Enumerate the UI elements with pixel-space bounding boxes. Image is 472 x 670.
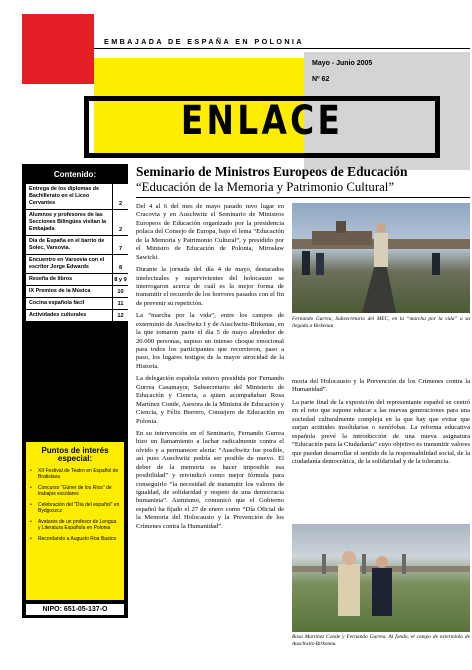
article-column-1 xyxy=(136,203,284,661)
list-item: • Recordando a Augusto Roa Bastos xyxy=(30,535,117,542)
issue-date: Mayo - Junio 2005 xyxy=(312,60,373,67)
bullet-icon: • xyxy=(30,518,32,525)
points-title: Puntos de interés especial: xyxy=(41,446,109,464)
paragraph: La parte final de la exposición del representante español se centró en el reto que supone educar a las nuevas generaciones para una sociedad culturalmente compleja en la que hay que evitar que surjan actitudes insolidarias o xenófobas. La reforma educativa española prevé la introducción de una nueva asignatura “Educación para la Ciudadanía” cuyo objetivo es transmitir valores que puedan desarrollar el sentido de la responsabilidad social, de la ciudadanía democrática, de la solidaridad y de la tolerancia. xyxy=(292,398,470,465)
paragraph: Durante la jornada del día 4 de mayo, destacados intelectuales y supervivientes del holocausto se interrogaron acerca de cuál es la mejor forma de transmitir el recuerdo de los horrores pasados con el fin de prevenir su repetición. xyxy=(136,266,284,307)
red-decor-block xyxy=(22,14,94,84)
paragraph: La delegación española estuvo presidida por Fernando Gurrea Casamayor, Subsecretario del Ministerio de Educación y Ciencia, a quien acompañaban Rosa Martínez Conde, Asesora de la Ministra de Educación y Ciencia, y Félix Herrero, Consejero de Educación en Polonia. xyxy=(136,375,284,425)
photo-1-caption: Fernando Gurrea, Subsecretario del MEC, en la “marcha por la vida” a su llegada a Birkenau xyxy=(292,316,470,329)
list-item: • Avatares de un profesor de Lengua y Literatura Española en Polonia xyxy=(30,518,117,532)
list-item: • XII Festival de Teatro en Español de Bratislava xyxy=(30,467,119,481)
photo-2-illustration xyxy=(292,524,470,632)
article-headline: Seminario de Ministros Europeos de Educación xyxy=(136,164,408,179)
points-of-interest-box xyxy=(26,442,124,600)
paragraph: En su intervención en el Seminario, Fernando Gurrea hizo un llamamiento a luchar radicalmente contra el olvido y a permanecer alerta: “Auschwitz fue posible, así pues Auschwitz podría ser posible de nuevo. El deber de la memoria es hacer imposible esa posibilidad” y reivindicó como mejor fórmula para conseguirlo “la necesidad de transmitir los valores de igualdad, de solidaridad y respeto de una democracia humanista”. Asimismo, comunicó que el Gobierno español ha fijado el 27 de enero como “Día Oficial de la Memoria del Holocausto y la Prevención de los Crímenes contra la Humanidad”. xyxy=(136,429,284,530)
toc-item[interactable]: Día de España en el barrio de Solec, Varsovia. 7 xyxy=(26,236,128,255)
nipo-code: NIPO: 651-05-137-O xyxy=(26,604,124,615)
list-item: • Celebración del "Día del español" en Bydgoszcz xyxy=(30,501,120,515)
bullet-icon: • xyxy=(30,467,32,474)
headline-rule xyxy=(136,197,470,198)
top-rule xyxy=(94,48,470,49)
bullet-icon: • xyxy=(30,535,32,542)
photo-1-illustration xyxy=(292,203,470,313)
masthead-title: ENLACE xyxy=(180,98,344,144)
list-item: • Concurso "Güner de los Ríos" de trabajos escolares xyxy=(30,484,112,498)
embassy-name: EMBAJADA DE ESPAÑA EN POLONIA xyxy=(104,37,304,46)
toc-item[interactable]: Encuentro en Varsovia con el escritor Jorge Edwards 8 xyxy=(26,255,128,274)
bullet-icon: • xyxy=(30,501,32,508)
issue-number: Nº 62 xyxy=(312,76,330,83)
toc-item[interactable]: Reseña de libros 8 y 9 xyxy=(26,274,128,286)
points-list xyxy=(30,468,120,543)
contents-title: Contenido: xyxy=(53,170,97,179)
bullet-icon: • xyxy=(30,484,32,491)
table-of-contents xyxy=(26,184,128,322)
toc-item[interactable]: Alumnos y profesores de las Secciones Bilingües visitan la Embajada 2 xyxy=(26,210,128,236)
toc-item[interactable]: Cocina española fácil 11 xyxy=(26,298,128,310)
article-subhead: “Educación de la Memoria y Patrimonio Cultural” xyxy=(136,180,394,194)
paragraph: moria del Holocausto y la Prevención de los Crímenes contra la Humanidad”. xyxy=(292,378,470,394)
toc-item[interactable]: IX Premios de la Música 10 xyxy=(26,286,128,298)
toc-item[interactable]: Actividades culturales 12 xyxy=(26,310,128,322)
photo-delegation-auschwitz xyxy=(292,524,470,632)
photo-march-birkenau xyxy=(292,203,470,313)
paragraph: La “marcha por la vida”, entre los campos de exterminio de Auschwitz I y de Auschwitz-Birkenau, en la que tomaron parte el día 5 de mayo alrededor de 20.000 personas, supuso un intenso choque emocional para todos los participantes que recorrieron, paso a paso, los lugares testigos de la mayor atrocidad de la Historia. xyxy=(136,312,284,370)
paragraph: Del 4 al 6 del mes de mayo pasado tuvo lugar en Cracovia y en Auschwitz el Seminario de Ministros Europeos de Educación organizado por la presidencia polaca del Consejo de Europa, bajo el lema “Educación de la Memoria y Patrimonio Cultural”, y presidido por el Ministro de Educación de Polonia, Mirosław Sawicki. xyxy=(136,203,284,261)
photo-2-caption: Rosa Martínez Conde y Fernando Gurrea. Al fondo, el campo de exterminio de Auschwitz-Birkenau. xyxy=(292,634,470,647)
toc-item[interactable]: Entrega de los diplomas de Bachillerato en el Liceo Cervantes 2 xyxy=(26,184,128,210)
